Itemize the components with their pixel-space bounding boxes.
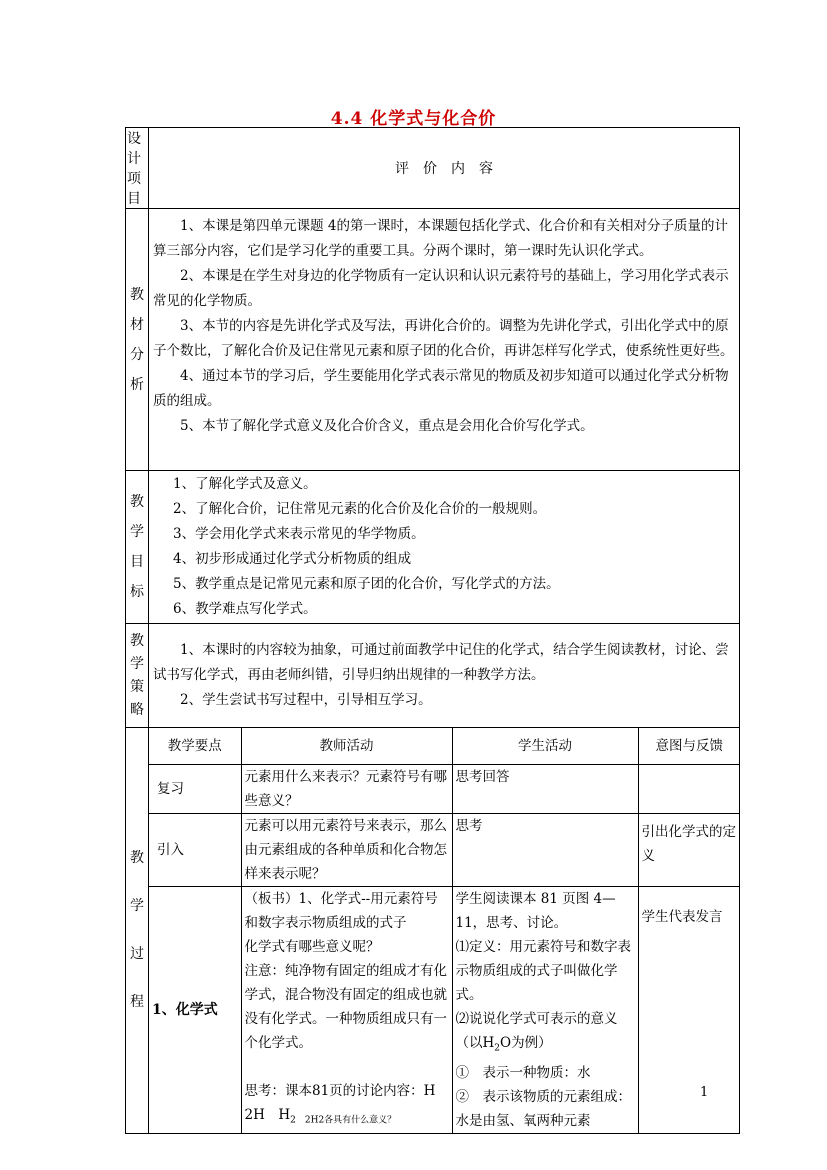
row-point: 复习 — [149, 765, 241, 814]
row-intent: 学生代表发言 — [638, 887, 740, 1133]
col-header-student: 学生活动 — [452, 728, 638, 765]
row-student: 思考回答 — [452, 765, 638, 814]
row-intent: 引出化学式的定义 — [638, 814, 740, 887]
goals-label: 教 学 目 标 — [126, 471, 149, 624]
process-row — [126, 728, 740, 1134]
col-header-teacher: 教师活动 — [241, 728, 452, 765]
goal-item: 4、初步形成通过化学式分析物质的组成 — [173, 551, 412, 567]
row-point: 引入 — [149, 814, 241, 887]
goal-item: 6、教学难点写化学式。 — [173, 601, 317, 617]
analysis-paragraph: 3、本节的内容是先讲化学式及写法，再讲化合价的。调整为先讲化学式，引出化学式中的原子个数比，了解化合价及记住常见元素和原子团的化合价，再讲怎样写化学式，使系统性更好些。 — [153, 318, 734, 359]
strategy-paragraph: 1、本课时的内容较为抽象，可通过前面教学中记住的化学式，结合学生阅读教材，讨论、尝试书写化学式，再由老师纠错，引导归纳出规律的一种教学方法。 — [153, 642, 729, 683]
col-header-point: 教学要点 — [149, 728, 241, 765]
table-row — [149, 765, 740, 814]
goal-item: 3、学会用化学式来表示常见的华学物质。 — [173, 526, 425, 542]
process-label: 教 学 过 程 — [126, 728, 149, 1134]
goal-item: 1、了解化学式及意义。 — [173, 476, 317, 492]
process-table — [149, 728, 740, 1133]
goals-row — [126, 471, 740, 624]
process-header-row — [149, 728, 740, 765]
header-row — [126, 128, 740, 209]
header-design-item: 设计项目 — [126, 128, 149, 209]
row-teacher: （板书）1、化学式--用元素符号和数字表示物质组成的式子 化学式有哪些意义呢？ 注意：纯净物有固定的组成才有化学式，混合物没有固定的组成也就没有化学式。一种物质组成只有一个化学式。 思考：课本81页的讨论内容：H 2H $H_{2 2H2各具有什么意义?}$ — [241, 887, 452, 1133]
row-teacher: 元素可以用元素符号来表示，那么由元素组成的各种单质和化合物怎样来表示呢？ — [241, 814, 452, 887]
analysis-label: 教 材 分 析 — [126, 209, 149, 471]
analysis-row — [126, 209, 740, 471]
analysis-paragraph: 5、本节了解化学式意义及化合价含义，重点是会用化合价写化学式。 — [180, 418, 594, 434]
table-row — [149, 814, 740, 887]
analysis-paragraph: 1、本课是第四单元课题 4的第一课时，本课题包括化学式、化合价和有关相对分子质量的计算三部分内容，它们是学习化学的重要工具。分两个课时，第一课时先认识化学式。 — [153, 218, 728, 259]
analysis-paragraph: 2、本课是在学生对身边的化学物质有一定认识和认识元素符号的基础上，学习用化学式表示常见的化学物质。 — [153, 268, 729, 309]
analysis-content — [149, 209, 740, 471]
header-evaluation-content: 评 价 内 容 — [149, 128, 740, 209]
row-student: 思考 — [452, 814, 638, 887]
strategy-paragraph: 2、学生尝试书写过程中，引导相互学习。 — [180, 692, 432, 708]
process-content — [149, 728, 740, 1134]
row-point: 1、化学式 — [149, 887, 241, 1133]
analysis-paragraph: 4、通过本节的学习后，学生要能用化学式表示常见的物质及初步知道可以通过化学式分析物质的组成。 — [153, 368, 729, 409]
row-teacher: 元素用什么来表示？元素符号有哪些意义？ — [241, 765, 452, 814]
goals-content — [149, 471, 740, 624]
lesson-plan-table — [125, 127, 740, 1134]
table-row — [149, 887, 740, 1133]
goal-item: 2、了解化合价，记住常见元素的化合价及化合价的一般规则。 — [173, 501, 547, 517]
strategy-row — [126, 624, 740, 728]
strategy-label: 教 学 策 略 — [126, 624, 149, 728]
goal-item: 5、教学重点是记常见元素和原子团的化合价，写化学式的方法。 — [173, 576, 560, 592]
document-title: 4.4 化学式与化合价 — [330, 109, 497, 129]
page-number: 1 — [700, 1085, 709, 1100]
row-student: 学生阅读课本 81 页图 4—11，思考、讨论。 ⑴定义：用元素符号和数字表示物质组成的式子叫做化学式。 ⑵说说化学式可表示的意义（以$H_2O$为例） ① 表示一种物质：水 ② 表示该物质的元素组成：水是由氢、氧两种元素 — [452, 887, 638, 1133]
row-intent — [638, 765, 740, 814]
col-header-intent: 意图与反馈 — [638, 728, 740, 765]
strategy-content — [149, 624, 740, 728]
